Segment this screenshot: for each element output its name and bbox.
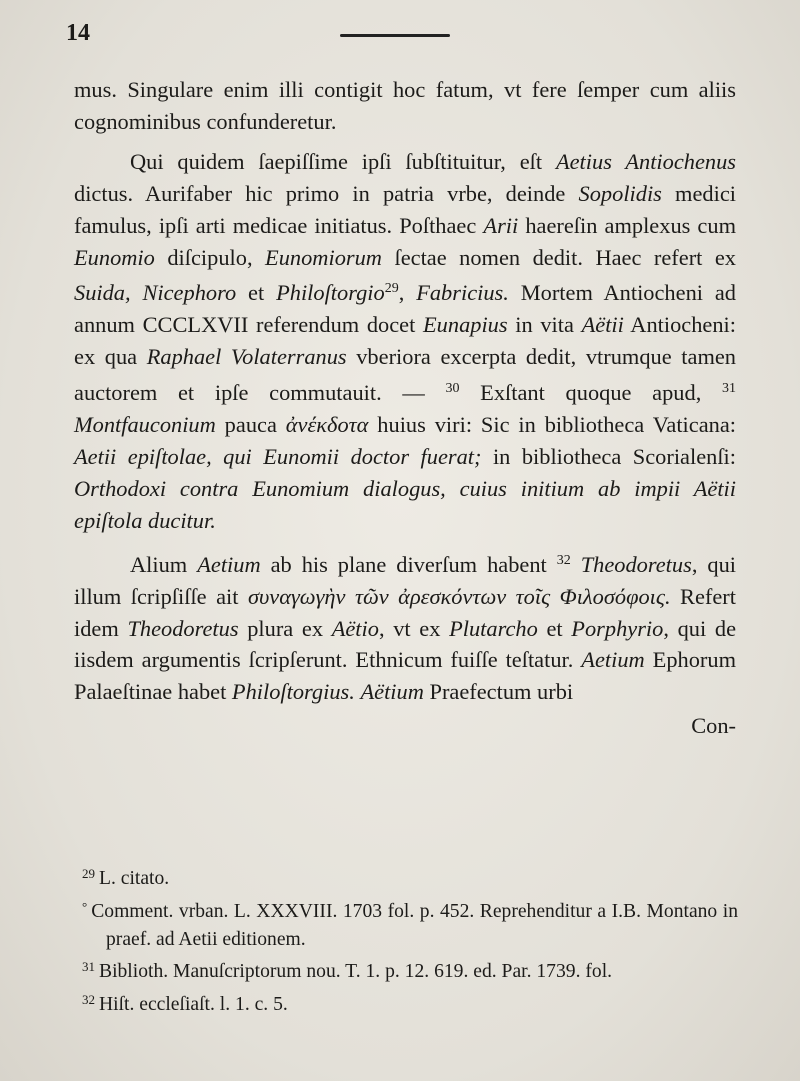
text-run: medici famulus, ipſi arti medicae initiatus. Poſthaec — [74, 180, 736, 238]
text-run: Ephorum Palaeſtinae habet — [74, 647, 736, 705]
footnote-text: Hiſt. eccleſiaſt. l. 1. c. 5. — [99, 994, 288, 1016]
italic-run: Raphael Volaterranus — [146, 344, 347, 370]
italic-run: Eunapius — [423, 312, 508, 338]
text-run: diſcipulo, — [154, 244, 266, 270]
italic-run: Orthodoxi contra Eunomium dialogus, cuius initium ab impii Aëtii epiſtola ducitur. — [74, 475, 736, 533]
italic-run: Aetium — [581, 647, 645, 673]
footnote-ref: 29 — [384, 281, 399, 297]
italic-run: συναγωγὴν τῶν ἀρεσκόντων τοῖς Φιλοσόφοις. — [247, 583, 671, 609]
italic-run: Porphyrio — [571, 615, 664, 641]
text-run: , — [398, 280, 417, 306]
footnote-mark: 32 — [82, 992, 95, 1008]
footnote-text: Comment. vrban. L. XXXVIII. 1703 fol. p. 452. Reprehenditur a I.B. Montano in praef. ad Aetii editionem. — [91, 900, 738, 950]
italic-run: Philoſtorgio — [276, 280, 385, 306]
italic-run: ἀνέκδοτα — [285, 412, 369, 438]
footnote-text: L. citato. — [99, 868, 170, 889]
text-run: ab his plane diverſum habent — [260, 551, 557, 577]
italic-run: Fabricius. — [416, 280, 509, 306]
main-text — [74, 74, 736, 742]
text-run: Alium — [130, 551, 198, 577]
text-run: et — [236, 280, 277, 306]
italic-run: Aëtii — [581, 312, 624, 338]
text-run: Refert idem — [74, 583, 736, 641]
text-run: vberiora excerpta dedit, vtrumque tamen auctorem et ipſe commutauit. — — [74, 344, 736, 406]
footnote — [78, 860, 738, 893]
footnote — [78, 953, 738, 986]
text-run: Qui quidem ſaepiſſime ipſi ſubſtituitur, eſt — [130, 148, 556, 174]
italic-run: Theodoretus — [127, 615, 239, 641]
text-run: huius viri: Sic in bibliotheca Vaticana: — [368, 412, 736, 438]
footnote-text: Biblioth. Manuſcriptorum nou. T. 1. p. 12. 619. ed. Par. 1739. fol. — [99, 961, 613, 983]
italic-run: Aëtium — [360, 679, 424, 705]
text-run: , qui de iisdem argumentis ſcripſerunt. Ethnicum fuiſſe teſtatur. — [74, 615, 737, 673]
text-run: haereſin amplexus cum — [518, 212, 736, 238]
page-number: 14 — [66, 20, 90, 46]
text-run: pauca — [215, 412, 286, 438]
text-run: et — [537, 615, 572, 641]
paragraph-continuation: mus. Singulare enim illi contigit hoc fatum, vt fere ſemper cum aliis cognominibus confunderetur. — [74, 77, 736, 134]
italic-run: Aetius Antiochenus — [555, 148, 737, 174]
paragraph-aetius-antiochenus — [74, 146, 736, 537]
text-run: Antiocheni: ex qua — [74, 312, 736, 370]
footnote-mark: ° — [82, 898, 88, 914]
footnote-mark: 31 — [82, 959, 95, 975]
italic-run: Aetium — [197, 551, 261, 577]
footnote-ref: 31 — [722, 381, 736, 397]
footnote — [78, 986, 738, 1019]
footnote-ref: 32 — [556, 552, 571, 568]
italic-run: Eunomiorum — [265, 244, 382, 270]
text-run: Praefectum urbi — [423, 679, 574, 705]
paragraph-alium-aetium — [74, 545, 736, 709]
text-run: in vita — [507, 312, 582, 338]
italic-run: Aetii epiſtolae, qui Eunomii doctor fuerat; — [74, 443, 482, 469]
footnote — [78, 893, 738, 954]
catchword: Con- — [691, 713, 736, 739]
footnotes — [78, 860, 738, 1019]
text-run: Mortem Antiocheni ad annum CCCLXVII referendum docet — [74, 280, 736, 338]
text-run: , vt ex — [378, 615, 450, 641]
header-rule — [340, 34, 450, 37]
text-run: plura ex — [238, 615, 332, 641]
text-run: in bibliotheca Scorialenſi: — [481, 443, 736, 469]
italic-run: Theodoretus — [580, 551, 692, 577]
italic-run: Plutarcho — [449, 615, 538, 641]
text-run: dictus. Aurifaber hic primo in patria vrbe, deinde — [74, 180, 579, 206]
italic-run: Montfauconium — [74, 412, 216, 438]
italic-run: Suida, Nicephoro — [74, 280, 237, 306]
text-run: , qui illum ſcripſiſſe ait — [74, 551, 736, 609]
text-run: Exſtant quoque apud, — [459, 380, 722, 406]
italic-run: Eunomio — [74, 244, 155, 270]
footnote-ref: 30 — [445, 381, 460, 397]
text-run — [571, 552, 581, 577]
italic-run: Sopolidis — [578, 180, 662, 206]
footnote-mark: 29 — [82, 866, 95, 881]
text-run: ſectae nomen dedit. Haec refert ex — [381, 244, 736, 270]
italic-run: Philoſtorgius. — [231, 679, 355, 705]
italic-run: Aëtio — [331, 615, 379, 641]
italic-run: Arii — [483, 212, 519, 238]
